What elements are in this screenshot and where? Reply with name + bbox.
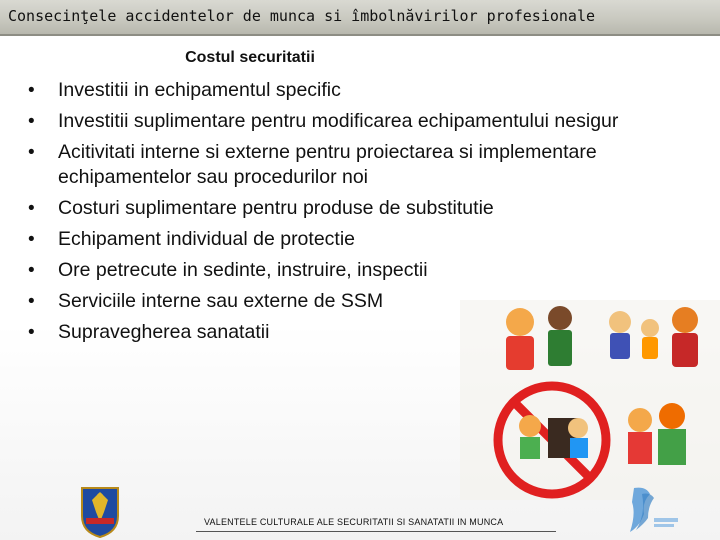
bullet-item: • Acitivitati interne si externe pentru proiectarea si implementare echipamentelor sau procedurilor noi: [28, 140, 688, 190]
title-bar: [0, 0, 720, 36]
bullet-item: • Costuri suplimentare pentru produse de substitutie: [28, 196, 688, 221]
bullet-item: • Serviciile interne sau externe de SSM: [28, 289, 688, 314]
bullet-item: • Ore petrecute in sedinte, instruire, inspectii: [28, 258, 688, 283]
footer-divider: [196, 531, 556, 532]
coat-of-arms-icon: [78, 482, 122, 538]
footer-text: VALENTELE CULTURALE ALE SECURITATII SI SANATATII IN MUNCA: [204, 517, 504, 527]
bullet-item: • Investitii suplimentare pentru modificarea echipamentului nesigur: [28, 109, 688, 134]
bullet-item: • Echipament individual de protectie: [28, 227, 688, 252]
slide-header-title: Consecinţele accidentelor de munca si îmbolnăvirilor profesionale: [8, 7, 595, 25]
slide-subtitle: Costul securitatii: [185, 49, 315, 66]
children-drawing-image: [460, 300, 720, 500]
organization-logo-icon: [620, 484, 680, 538]
bullet-item: • Investitii in echipamentul specific: [28, 78, 688, 103]
bullet-item: • Supravegherea sanatatii: [28, 320, 688, 345]
